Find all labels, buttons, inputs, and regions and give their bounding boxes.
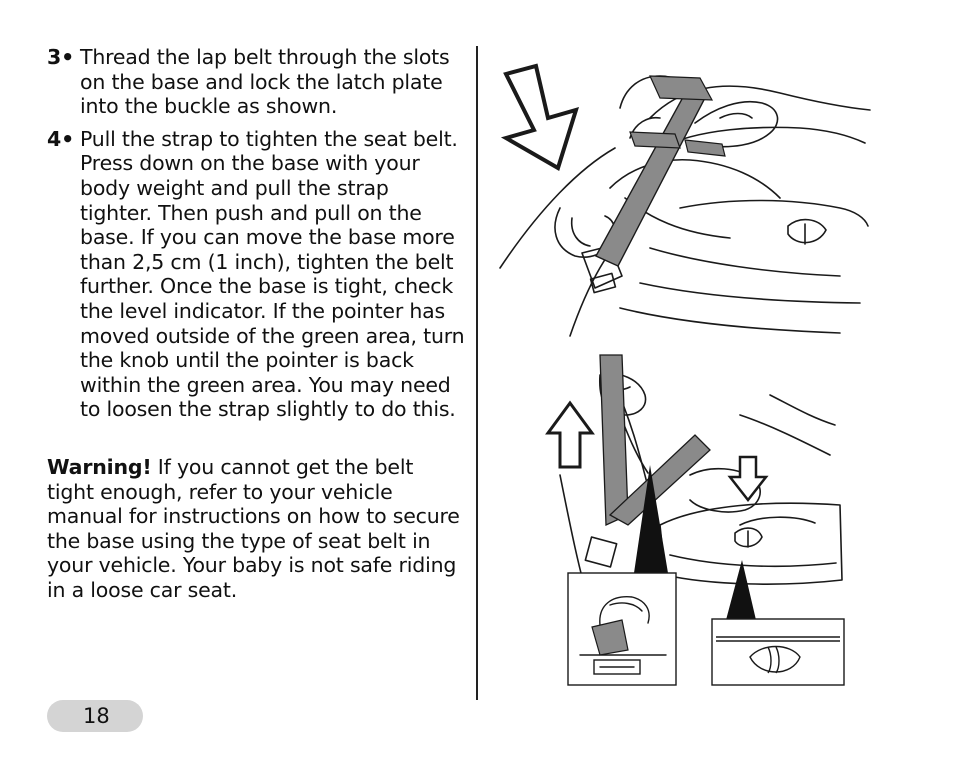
warning-paragraph (47, 455, 465, 603)
illustration-tighten-belt (540, 355, 850, 690)
column-divider (476, 46, 478, 700)
warning-label: Warning! (47, 454, 152, 479)
instructions-column (47, 45, 465, 602)
warning-text: If you cannot get the belt tight enough, refer to your vehicle manual for instructions on how to secure the base using the type of seat belt in your vehicle. Your baby is not safe riding in a loose car seat. (47, 454, 460, 602)
up-arrow-icon (548, 403, 592, 467)
step-3 (47, 45, 465, 119)
illustration-thread-belt (500, 48, 870, 340)
step-number: 4• (47, 126, 74, 151)
down-arrow-icon (506, 66, 576, 168)
step-text: Pull the strap to tighten the seat belt. Press down on the base with your body weight and pull the strap tighter. Then push and pull on the base. If you can move the base more than 2,5 cm (1 inch), tighten the belt further. Once the base is tight, check the level indicator. If the pointer has moved outside of the green area, turn the knob until the pointer is back within the green area. You may need to loosen the strap slightly to do this. (80, 126, 465, 422)
page-number-badge (47, 700, 143, 732)
step-number: 3• (47, 45, 74, 69)
page-number: 18 (83, 704, 110, 728)
step-4 (47, 127, 465, 422)
step-text: Thread the lap belt through the slots on the base and lock the latch plate into the buckle as shown. (80, 45, 450, 119)
